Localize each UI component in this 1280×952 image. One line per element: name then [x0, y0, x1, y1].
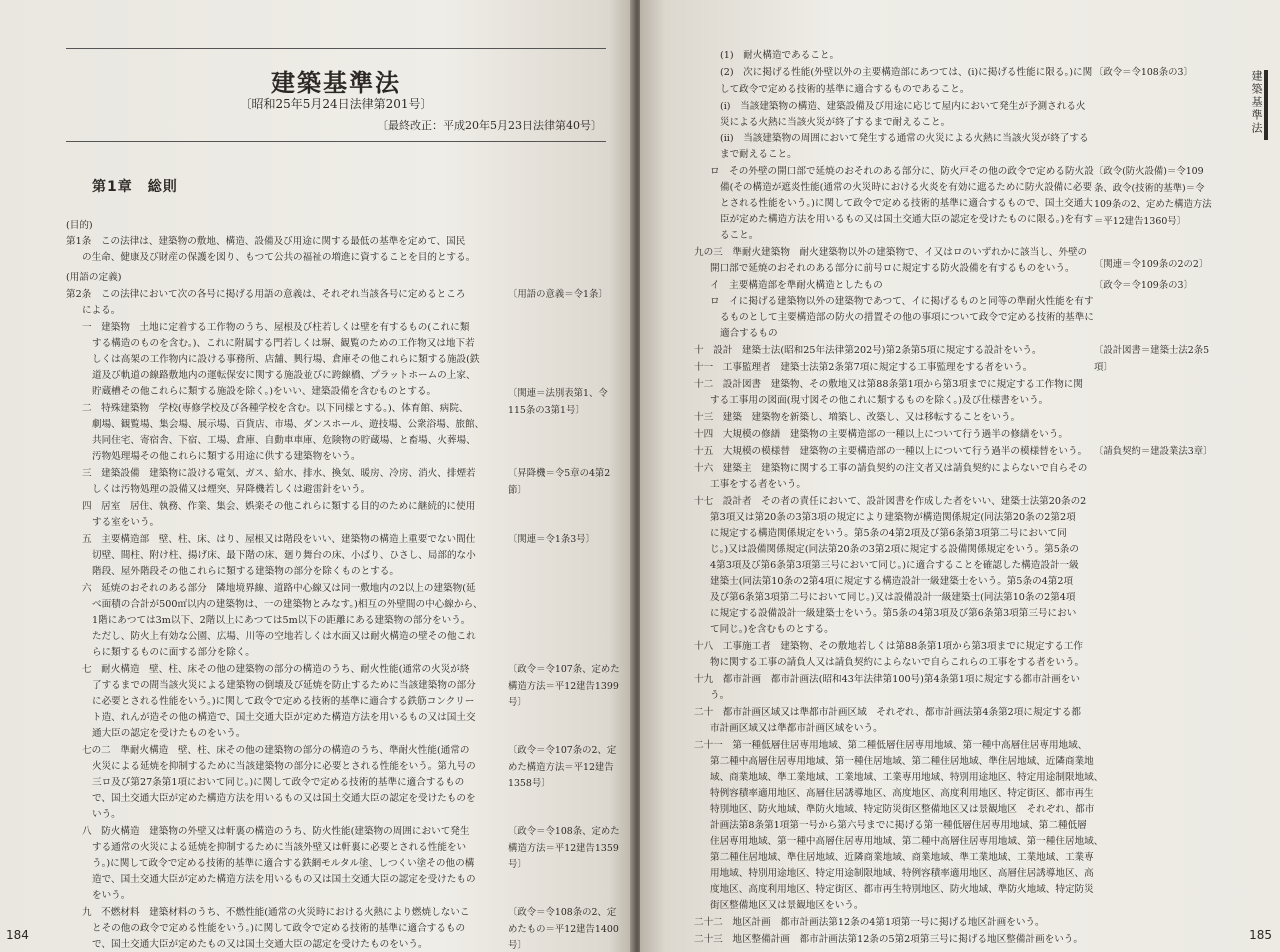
margin-note: 〔政令＝令108条、定めた構造方法＝平12建告1359号〕 — [508, 826, 620, 871]
text-line: 計画法第8条第1項第一号から第六号までに掲げる第一種低層住居専用地域、第二種低層 — [710, 820, 1087, 831]
text-line: 度地区、高度利用地区、特定街区、都市再生特別地区、防火地域、準防火地域、特定防災 — [710, 884, 1094, 895]
margin-note: 〔請負契約＝建設業法3章〕 — [1094, 446, 1213, 457]
text-line: ること。 — [720, 230, 759, 241]
text-line: 三 建築設備 建築物に設ける電気、ガス、給水、排水、換気、暖房、冷房、消火、排煙若 — [82, 468, 476, 479]
text-line: 4第3項及び第6条第3項第三号において同じ。)に適合することを確認した構造設計一級 — [710, 560, 1079, 571]
text-line: (2) 次に掲げる性能(外壁以外の主要構造部にあつては、(i)に掲げる性能に限る。)に関 — [720, 67, 1093, 78]
text-line: 階段、屋外階段その他これらに類する建築物の部分を除くものとする。 — [92, 566, 399, 577]
text-line: 建築士(同法第10条の2第4項に規定する構造設計一級建築士をいう。第5条の4第2項 — [710, 576, 1074, 587]
text-line: 十四 大規模の修繕 建築物の主要構造部の一種以上について行う過半の修繕をいう。 — [694, 429, 1068, 440]
margin-note: 〔関連＝法別表第1、令115条の3第1号〕 — [508, 388, 608, 416]
text-line: 八 防火構造 建築物の外壁又は軒裏の構造のうち、防火性能(建築物の周囲において発生 — [82, 826, 470, 837]
text-line: 十 設計 建築士法(昭和25年法律第202号)第2条第5項に規定する設計をいう。 — [694, 345, 1042, 356]
margin-note: 〔政令＝令108条の3〕 — [1094, 67, 1193, 78]
side-index-tab: 建築基準法 — [1246, 70, 1268, 140]
text-line: しくは高架の工作物内に設ける事務所、店舗、興行場、倉庫その他これらに類する施設(鉄 — [92, 354, 480, 365]
text-line: 十二 設計図書 建築物、その敷地又は第88条第1項から第3項までに規定する工作物に関 — [694, 379, 1083, 390]
text-line: 街区整備地区又は景観地区をいう。 — [710, 900, 864, 911]
margin-note: 〔政令＝令108条の2、定めたもの＝平12建告1400号〕 — [508, 907, 619, 952]
text-line: 第二種中高層住居専用地域、第一種住居地域、第二種住居地域、準住居地域、近隣商業地 — [710, 756, 1094, 767]
margin-note: 〔政令(防火設備)＝令109条、政令(技術的基準)＝令109条の2、定めた構造方法＝平12建告1360号〕 — [1094, 166, 1212, 227]
left-margin-notes — [508, 0, 626, 952]
text-line: 1階にあつては3m以下、2階以上にあつては5m以下の距離にある建築物の部分をいう。 — [92, 615, 471, 626]
margin-note: 〔政令＝令109条の3〕 — [1094, 280, 1193, 291]
text-line: して政令で定める技術的基準に適合するものであること。 — [720, 84, 970, 95]
text-line: 備(その構造が遮炎性能(通常の火災時における火炎を有効に遮るために防火設備に必要 — [720, 182, 1093, 193]
text-line: とされる性能をいう。)に関して政令で定める技術的基準に適合するもので、国土交通大 — [720, 198, 1093, 209]
text-line: 十六 建築主 建築物に関する工事の請負契約の注文者又は請負契約によらないで自らその — [694, 463, 1088, 474]
text-line: 四 居室 居住、執務、作業、集会、娯楽その他これらに類する目的のために継続的に使用 — [82, 501, 476, 512]
text-line: 造で、国土交通大臣が定めた構造方法を用いるもの又は国土交通大臣の認定を受けたもの — [92, 874, 476, 885]
text-line: で、国土交通大臣が定めたもの又は国土交通大臣の認定を受けたものをいう。 — [92, 939, 428, 950]
text-line: 六 延焼のおそれのある部分 隣地境界線、道路中心線又は同一敷地内の2以上の建築物(延 — [82, 583, 476, 594]
law-number: 〔昭和25年5月24日法律第201号〕 — [239, 97, 433, 111]
text-line: 火災による延焼を抑制するために当該建築物の部分に必要とされる性能をいう。第九号の — [92, 761, 476, 772]
text-line: 三ロ及び第27条第1項において同じ。)に関して政令で定める技術的基準に適合するもの — [92, 777, 465, 788]
law-title: 建築基準法 — [271, 69, 401, 97]
text-line: 一 建築物 土地に定着する工作物のうち、屋根及び柱若しくは壁を有するもの(これに類 — [82, 322, 470, 333]
text-line: 汚物処理場その他これらに類する用途に供する建築物をいう。 — [92, 451, 361, 462]
text-line: 及び第6条第3項第二号において同じ。)又は設備設計一級建築士(同法第10条の2第4項 — [710, 592, 1076, 603]
article-caption: (用語の定義) — [66, 272, 122, 283]
text-line: 七 耐火構造 壁、柱、床その他の建築物の部分の構造のうち、耐火性能(通常の火災が終 — [82, 664, 470, 675]
margin-note: 〔関連＝令109条の2の2〕 — [1094, 259, 1209, 270]
text-line: 用地域、特別用途地区、特定用途制限地域、特例容積率適用地区、高層住居誘導地区、高 — [710, 868, 1094, 879]
text-line: する工事用の図面(現寸図その他これに類するものを除く。)及び仕様書をいう。 — [710, 395, 1049, 406]
text-line: ロ イに掲げる建築物以外の建築物であつて、イに掲げるものと同等の準耐火性能を有す — [710, 296, 1094, 307]
text-line: 二十 都市計画区域又は準都市計画区域 それぞれ、都市計画法第4条第2項に規定する都 — [694, 707, 1081, 718]
text-line: 第二種住居地域、準住居地域、近隣商業地域、商業地域、準工業地域、工業地域、工業専 — [710, 852, 1094, 863]
page-number-right: 185 — [1249, 928, 1272, 942]
text-line: 市計画区域又は準都市計画区域をいう。 — [710, 723, 883, 734]
text-line: に規定する構造関係規定をいう。第5条の4第2項及び第6条第3項第二号において同 — [710, 528, 1067, 539]
text-line: う。 — [710, 690, 730, 701]
text-line: 十一 工事監理者 建築士法第2条第7項に規定する工事監理をする者をいう。 — [694, 362, 1033, 373]
margin-note: 〔政令＝令107条、定めた構造方法＝平12建告1399号〕 — [508, 664, 620, 709]
text-line: 十八 工事施工者 建築物、その敷地若しくは第88条第1項から第3項までに規定する工作 — [694, 641, 1083, 652]
text-line: 五 主要構造部 壁、柱、床、はり、屋根又は階段をいい、建築物の構造上重要でない間仕 — [82, 534, 476, 545]
text-line: ただし、防火上有効な公園、広場、川等の空地若しくは水面又は耐火構造の壁その他これ — [92, 631, 476, 642]
text-line: まで耐えること。 — [720, 149, 797, 160]
right-margin-notes — [1094, 0, 1222, 952]
text-line: らに類するものに面する部分を除く。 — [92, 647, 255, 658]
text-line: する室をいう。 — [92, 517, 160, 528]
text-line: 臣が定めた構造方法を用いるもの又は国土交通大臣の認定を受けたものに限る。)を有す — [720, 214, 1094, 225]
text-line: 十七 設計者 その者の責任において、設計図書を作成した者をいい、建築士法第20条の2 — [694, 496, 1087, 507]
text-line: 共同住宅、寄宿舎、下宿、工場、倉庫、自動車車庫、危険物の貯蔵場、と畜場、火葬場、 — [92, 435, 476, 446]
text-line: 特別地区、防火地域、準防火地域、特定防災街区整備地区又は景観地区 それぞれ、都市 — [710, 804, 1095, 815]
text-line: ト造、れんが造その他の構造で、国土交通大臣が定めた構造方法を用いるもの又は国土交 — [92, 712, 476, 723]
text-line: 二十二 地区計画 都市計画法第12条の4第1項第一号に掲げる地区計画をいう。 — [694, 917, 1045, 928]
text-line: 九 不燃材料 建築材料のうち、不燃性能(通常の火災時における火熱により燃焼しないこ — [82, 907, 470, 918]
article-caption: (目的) — [66, 220, 93, 231]
chapter-heading: 第1章 総則 — [92, 179, 178, 195]
text-line: で、国土交通大臣が定めた構造方法を用いるもの又は国土交通大臣の認定を受けたものを — [92, 793, 476, 804]
right-body-text — [694, 0, 1150, 952]
text-line: する通常の火災による延焼を抑制するために当該外壁又は軒裏に必要とされる性能をい — [92, 842, 467, 853]
text-line: (1) 耐火構造であること。 — [720, 50, 840, 61]
text-line: 切壁、間柱、附け柱、揚げ床、最下階の床、廻り舞台の床、小ばり、ひさし、局部的な小 — [92, 550, 476, 561]
margin-note: 〔政令＝令107条の2、定めた構造方法＝平12建告1358号〕 — [508, 745, 617, 790]
text-line: する構造のものを含む。)、これに附属する門若しくは塀、観覧のための工作物又は地下若 — [92, 338, 475, 349]
text-line: 二十三 地区整備計画 都市計画法第12条の5第2項第三号に掲げる地区整備計画をいう。 — [694, 934, 1083, 945]
text-line: 第1条 この法律は、建築物の敷地、構造、設備及び用途に関する最低の基準を定めて、国民 — [66, 236, 466, 247]
text-line: の生命、健康及び財産の保護を図り、もつて公共の福祉の増進に資することを目的とする。 — [82, 252, 476, 263]
text-line: 二十一 第一種低層住居専用地域、第二種低層住居専用地域、第一種中高層住居専用地域、 — [694, 740, 1088, 751]
text-line: 域、商業地域、準工業地域、工業地域、工業専用地域、特別用途地区、特定用途制限地域、 — [710, 772, 1104, 783]
text-line: とその他の政令で定める性能をいう。)に関して政令で定める技術的基準に適合するもの — [92, 923, 466, 934]
text-line: 第2条 この法律において次の各号に掲げる用語の意義は、それぞれ当該各号に定めるところ — [66, 289, 466, 300]
text-line: 十三 建築 建築物を新築し、増築し、改築し、又は移転することをいう。 — [694, 412, 1021, 423]
margin-note: 〔設計図書＝建築士法2条5項〕 — [1094, 345, 1210, 373]
text-line: に必要とされる性能をいう。)に関して政令で定める技術的基準に適合する鉄筋コンクリー — [92, 696, 475, 707]
text-line: に規定する設備設計一級建築士をいう。第5条の4第3項及び第6条第3項第三号におい — [710, 608, 1077, 619]
text-line: 通大臣の認定を受けたものをいう。 — [92, 728, 246, 739]
text-line: イ 主要構造部を準耐火構造としたもの — [710, 280, 883, 291]
left-body-text — [66, 0, 498, 952]
text-line: 工事をする者をいう。 — [710, 479, 806, 490]
text-line: 九の三 準耐火建築物 耐火建築物以外の建築物で、イ又はロのいずれかに該当し、外壁の — [694, 247, 1088, 258]
text-line: 了するまでの間当該火災による建築物の倒壊及び延焼を防止するために当該建築物の部分 — [92, 680, 476, 691]
text-line: 災による火熱に当該火災が終了するまで耐えること。 — [720, 117, 951, 128]
text-line: て同じ。)を含むものとする。 — [710, 624, 834, 635]
margin-note: 〔昇降機＝令5章の4第2節〕 — [508, 468, 611, 496]
last-revision: 〔最終改正：平成20年5月23日法律第40号〕 — [377, 119, 602, 132]
text-line: 劇場、観覧場、集会場、展示場、百貨店、市場、ダンスホール、遊技場、公衆浴場、旅館、 — [92, 419, 485, 430]
text-line: べ面積の合計が500㎡以内の建築物は、一の建築物とみなす。)相互の外壁間の中心線から、 — [92, 599, 483, 610]
text-line: しくは汚物処理の設備又は煙突、昇降機若しくは避雷針をいう。 — [92, 484, 371, 495]
text-line: 十五 大規模の模様替 建築物の主要構造部の一種以上について行う過半の模様替をいう。 — [694, 446, 1088, 457]
text-line: 貯蔵槽その他これらに類する施設を除く。)をいい、建築設備を含むものとする。 — [92, 386, 437, 397]
text-line: 特例容積率適用地区、高層住居誘導地区、高度地区、高度利用地区、特定街区、都市再生 — [710, 788, 1094, 799]
text-line: をいう。 — [92, 890, 131, 901]
page-number-left: 184 — [6, 928, 29, 942]
text-line: 十九 都市計画 都市計画法(昭和43年法律第100号)第4条第1項に規定する都市計画をい — [694, 674, 1080, 685]
margin-note: 〔用語の意義＝令1条〕 — [508, 289, 608, 300]
margin-note: 〔関連＝令1条3号〕 — [508, 534, 595, 545]
text-line: 適合するもの — [720, 328, 778, 339]
text-line: 第3項又は第20条の3第3項の規定により建築物が構造関係規定(同法第20条の2第2項 — [710, 512, 1076, 523]
text-line: いう。 — [92, 809, 121, 820]
text-line: (i) 当該建築物の構造、建築設備及び用途に応じて屋内において発生が予測される火 — [720, 101, 1086, 112]
text-line: (ii) 当該建築物の周囲において発生する通常の火災による火熱に当該火災が終了する — [720, 133, 1089, 144]
text-line: 物に関する工事の請負人又は請負契約によらないで自らこれらの工事をする者をいう。 — [710, 657, 1085, 668]
text-line: ロ その外壁の開口部で延焼のおそれのある部分に、防火戸その他の政令で定める防火設 — [710, 166, 1094, 177]
text-line: じ。)又は設備関係規定(同法第20条の3第2項に規定する設備関係規定をいう。第5条の — [710, 544, 1079, 555]
text-line: う。)に関して政令で定める技術的基準に適合する鉄網モルタル塗、しつくい塗その他の構 — [92, 858, 475, 869]
text-line: 道及び軌道の線路敷地内の運転保安に関する施設並びに跨線橋、プラットホームの上家、 — [92, 370, 476, 381]
text-line: 開口部で延焼のおそれのある部分に前号ロに規定する防火設備を有するものをいう。 — [710, 263, 1075, 274]
left-page — [0, 0, 634, 952]
text-line: 二 特殊建築物 学校(専修学校及び各種学校を含む。以下同様とする。)、体育館、病院、 — [82, 403, 469, 414]
text-line: 住居専用地域、第一種中高層住居専用地域、第二種中高層住居専用地域、第一種住居地域、 — [710, 836, 1104, 847]
text-line: るものとして主要構造部の防火の措置その他の事項について政令で定める技術的基準に — [720, 312, 1094, 323]
text-line: 七の二 準耐火構造 壁、柱、床その他の建築物の部分の構造のうち、準耐火性能(通常の — [82, 745, 470, 756]
text-line: による。 — [82, 305, 121, 316]
